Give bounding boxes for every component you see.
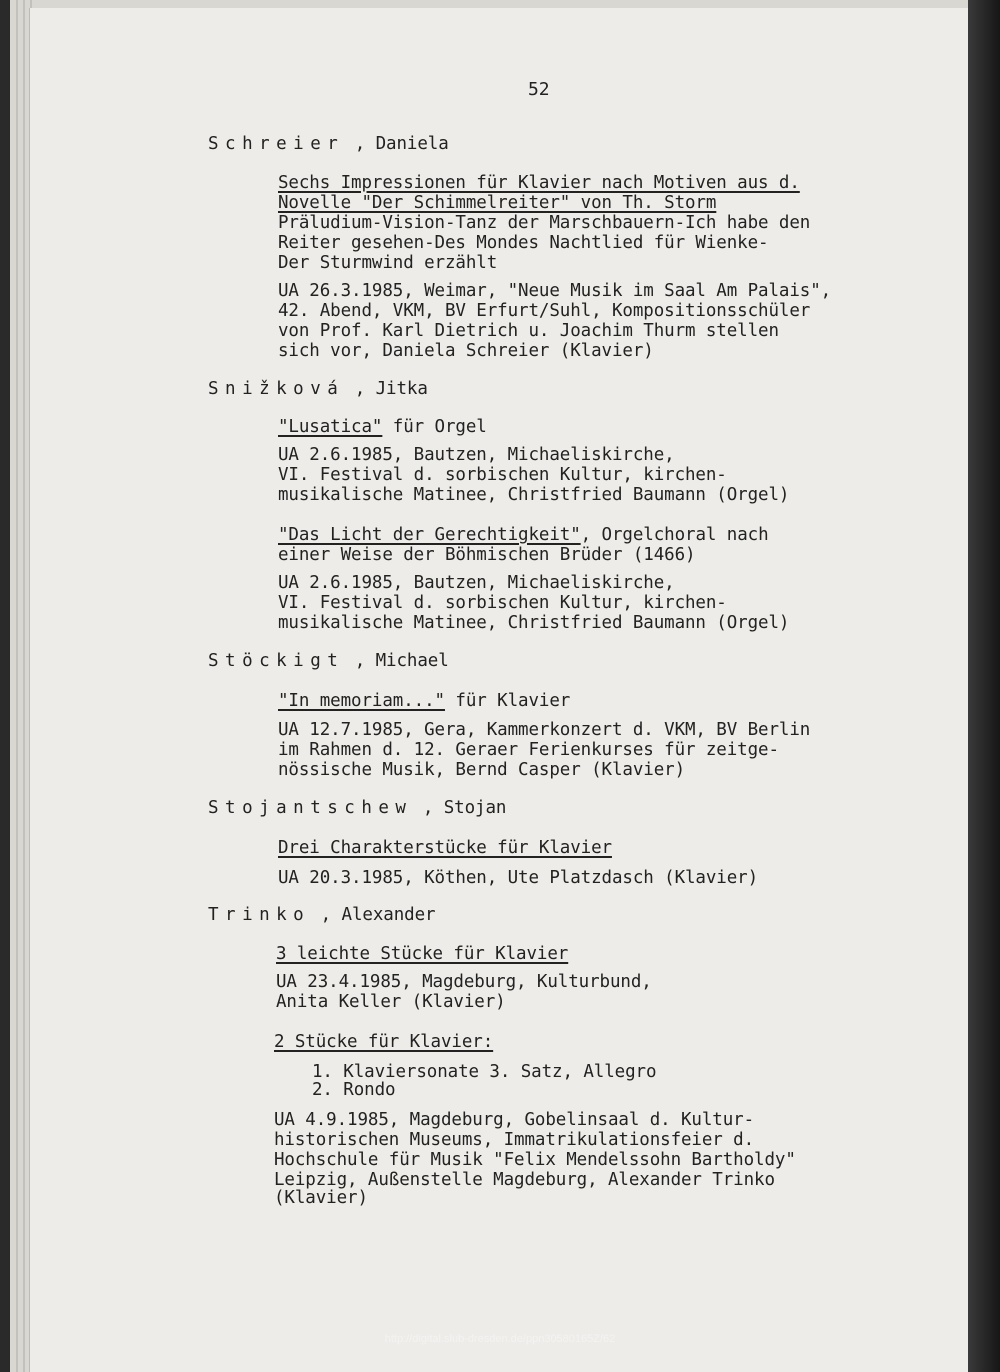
work-title: "Das Licht der Gerechtigkeit" bbox=[278, 525, 581, 545]
premiere-info: Anita Keller (Klavier) bbox=[276, 992, 506, 1012]
composer-surname: Stojantschew bbox=[208, 798, 413, 818]
composer-given-name: Stojan bbox=[443, 798, 507, 818]
source-url-watermark: http://digital.slub-dresden.de/ppn30580165Z/62 bbox=[384, 1333, 616, 1345]
premiere-info: UA 12.7.1985, Gera, Kammerkonzert d. VKM, BV Berlin bbox=[278, 720, 811, 740]
work-title-line bbox=[278, 691, 570, 711]
work-title: "In memoriam..." bbox=[278, 691, 445, 711]
composer-surname: Snižková bbox=[208, 379, 345, 399]
work-title: Drei Charakterstücke für Klavier bbox=[278, 838, 612, 858]
composer-heading: Stojantschew , Stojan bbox=[208, 798, 507, 818]
premiere-info: VI. Festival d. sorbischen Kultur, kirchen- bbox=[278, 593, 727, 613]
work-description: Präludium-Vision-Tanz der Marschbauern-Ich habe den bbox=[278, 213, 811, 233]
premiere-info: UA 4.9.1985, Magdeburg, Gobelinsaal d. Kultur- bbox=[274, 1110, 755, 1130]
work-title-line bbox=[278, 525, 769, 545]
work-title: Sechs Impressionen für Klavier nach Motiven aus d. bbox=[278, 173, 800, 193]
composer-heading: Snižková , Jitka bbox=[208, 379, 428, 399]
work-title-suffix: für Orgel bbox=[382, 417, 487, 437]
work-title-suffix: für Klavier bbox=[444, 691, 571, 711]
movement-item: 2. Rondo bbox=[312, 1080, 396, 1100]
composer-given-name: Daniela bbox=[375, 134, 449, 154]
premiere-info: UA 2.6.1985, Bautzen, Michaeliskirche, bbox=[278, 445, 675, 465]
work-title: Novelle "Der Schimmelreiter" von Th. Storm bbox=[278, 193, 717, 213]
composer-heading: Schreier , Daniela bbox=[208, 134, 449, 154]
premiere-info: im Rahmen d. 12. Geraer Ferienkurses für zeitge- bbox=[278, 740, 779, 760]
movement-item: 1. Klaviersonate 3. Satz, Allegro bbox=[312, 1062, 657, 1082]
premiere-info: Leipzig, Außenstelle Magdeburg, Alexander Trinko bbox=[274, 1170, 775, 1190]
work-title: "Lusatica" bbox=[278, 417, 383, 437]
composer-heading: Trinko , Alexander bbox=[208, 905, 436, 925]
premiere-info: historischen Museums, Immatrikulationsfeier d. bbox=[274, 1130, 755, 1150]
work-title-continuation: einer Weise der Böhmischen Brüder (1466) bbox=[278, 545, 696, 565]
composer-given-name: Alexander bbox=[341, 905, 436, 925]
premiere-info: UA 26.3.1985, Weimar, "Neue Musik im Saal Am Palais", bbox=[278, 281, 832, 301]
premiere-info: UA 23.4.1985, Magdeburg, Kulturbund, bbox=[276, 972, 652, 992]
composer-surname: Schreier bbox=[208, 134, 345, 154]
work-description: Der Sturmwind erzählt bbox=[278, 253, 498, 273]
premiere-info: von Prof. Karl Dietrich u. Joachim Thurm stellen bbox=[278, 321, 779, 341]
work-title-line bbox=[278, 417, 487, 437]
work-title-suffix: , Orgelchoral nach bbox=[580, 525, 769, 545]
premiere-info: 42. Abend, VKM, BV Erfurt/Suhl, Kompositionsschüler bbox=[278, 301, 811, 321]
work-title: 2 Stücke für Klavier: bbox=[274, 1032, 494, 1052]
premiere-info: UA 20.3.1985, Köthen, Ute Platzdasch (Klavier) bbox=[278, 868, 759, 888]
page-number: 52 bbox=[528, 79, 550, 100]
premiere-info: musikalische Matinee, Christfried Baumann (Orgel) bbox=[278, 613, 790, 633]
premiere-info: UA 2.6.1985, Bautzen, Michaeliskirche, bbox=[278, 573, 675, 593]
composer-surname: Stöckigt bbox=[208, 651, 345, 671]
premiere-info: Hochschule für Musik "Felix Mendelssohn Bartholdy" bbox=[274, 1150, 796, 1170]
premiere-info: VI. Festival d. sorbischen Kultur, kirchen- bbox=[278, 465, 727, 485]
premiere-info: nössische Musik, Bernd Casper (Klavier) bbox=[278, 760, 685, 780]
composer-surname: Trinko bbox=[208, 905, 311, 925]
work-title: 3 leichte Stücke für Klavier bbox=[276, 944, 569, 964]
premiere-info: sich vor, Daniela Schreier (Klavier) bbox=[278, 341, 654, 361]
premiere-info: (Klavier) bbox=[274, 1188, 368, 1208]
work-description: Reiter gesehen-Des Mondes Nachtlied für Wienke- bbox=[278, 233, 769, 253]
premiere-info: musikalische Matinee, Christfried Baumann (Orgel) bbox=[278, 485, 790, 505]
composer-given-name: Jitka bbox=[375, 379, 428, 399]
composer-heading: Stöckigt , Michael bbox=[208, 651, 449, 671]
composer-given-name: Michael bbox=[375, 651, 449, 671]
